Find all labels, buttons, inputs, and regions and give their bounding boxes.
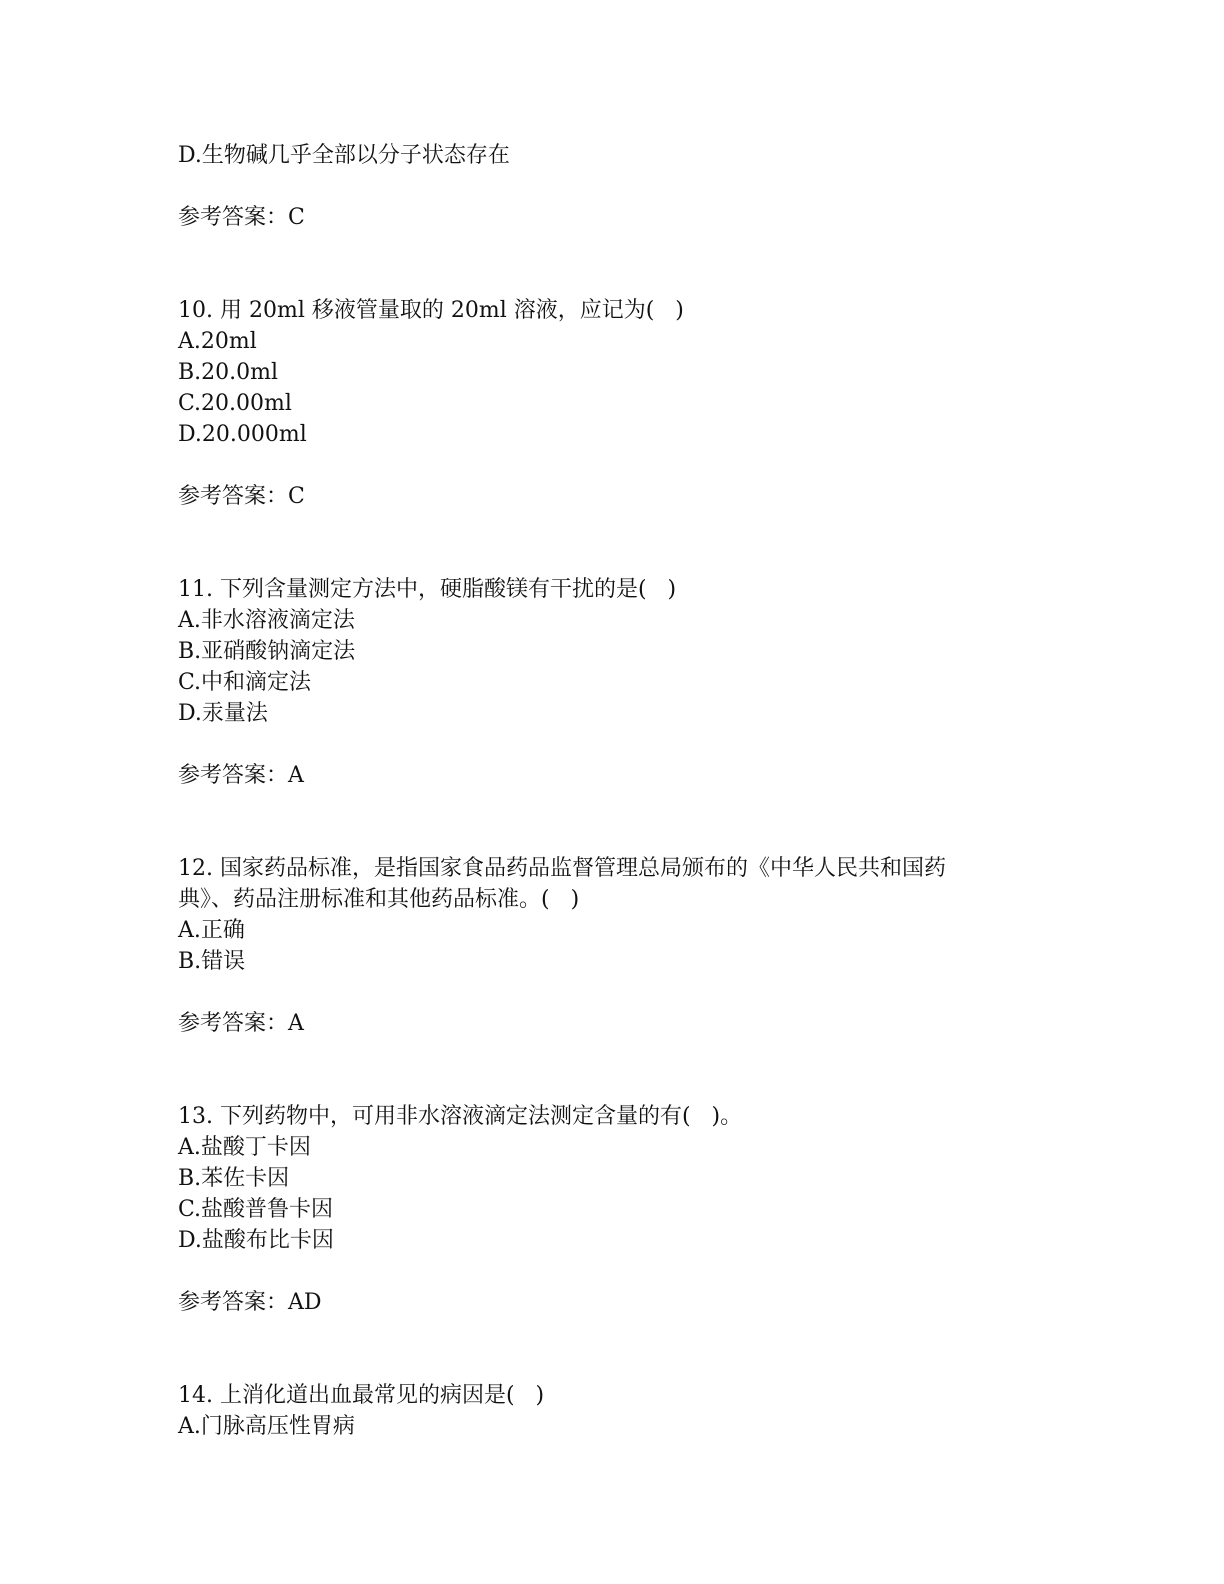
q11-option-a: A.非水溶液滴定法: [178, 608, 355, 633]
q14-option-a: A.门脉高压性胃病: [178, 1414, 355, 1439]
q10-option-a: A.20ml: [178, 329, 257, 354]
q9-option-d: D.生物碱几乎全部以分子状态存在: [178, 143, 510, 168]
q11-option-c: C.中和滴定法: [178, 670, 312, 695]
q13-option-c: C.盐酸普鲁卡因: [178, 1197, 334, 1222]
q11-stem: 11. 下列含量测定方法中，硬脂酸镁有干扰的是( ): [178, 577, 677, 602]
q14-stem: 14. 上消化道出血最常见的病因是( ): [178, 1383, 545, 1408]
q10-answer: 参考答案：C: [178, 484, 305, 509]
q10-option-d: D.20.000ml: [178, 422, 307, 447]
q13-answer: 参考答案：AD: [178, 1290, 322, 1315]
q10-option-b: B.20.0ml: [178, 360, 279, 385]
q13-option-d: D.盐酸布比卡因: [178, 1228, 334, 1253]
q10-stem: 10. 用 20ml 移液管量取的 20ml 溶液，应记为( ): [178, 298, 684, 323]
q12-stem-line2: 典》、药品注册标准和其他药品标准。( ): [178, 887, 580, 912]
q13-stem: 13. 下列药物中，可用非水溶液滴定法测定含量的有( )。: [178, 1104, 743, 1129]
q11-answer: 参考答案：A: [178, 763, 304, 788]
q11-option-b: B.亚硝酸钠滴定法: [178, 639, 356, 664]
q12-option-b: B.错误: [178, 949, 246, 974]
q13-option-a: A.盐酸丁卡因: [178, 1135, 311, 1160]
q10-option-c: C.20.00ml: [178, 391, 292, 416]
document-page: [178, 140, 1058, 1442]
q12-answer: 参考答案：A: [178, 1011, 304, 1036]
q9-answer: 参考答案：C: [178, 205, 305, 230]
q12-stem-line1: 12. 国家药品标准，是指国家食品药品监督管理总局颁布的《中华人民共和国药: [178, 856, 946, 881]
q11-option-d: D.汞量法: [178, 701, 268, 726]
q12-option-a: A.正确: [178, 918, 245, 943]
q13-option-b: B.苯佐卡因: [178, 1166, 290, 1191]
